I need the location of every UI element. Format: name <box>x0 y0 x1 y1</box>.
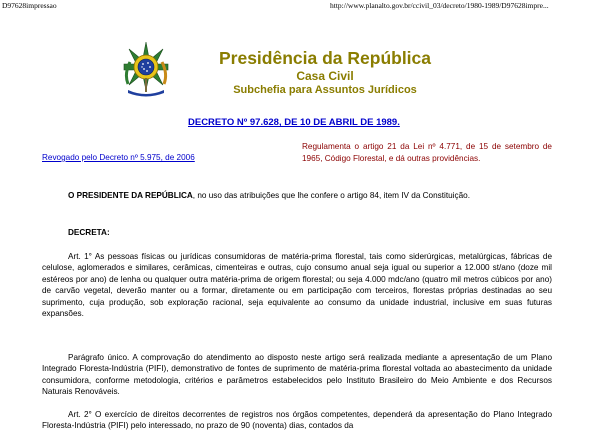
page-subtitle: Casa Civil <box>296 69 354 83</box>
page-title: Presidência da República <box>218 48 432 68</box>
coat-of-arms-icon <box>120 40 172 98</box>
decreta-heading: DECRETA: <box>68 228 110 237</box>
print-header-url: http://www.planalto.gov.br/ccivil_03/decreto/1980-1989/D97628impre... <box>330 1 549 10</box>
print-header <box>0 0 595 12</box>
print-header-doc-name: D97628impressao <box>2 1 57 10</box>
president-rest: , no uso das atribuições que lhe confere o artigo 84, item IV da Constituição. <box>192 191 470 200</box>
revoked-by-link[interactable]: Revogado pelo Decreto nº 5.975, de 2006 <box>42 153 195 162</box>
decree-title-link[interactable]: DECRETO Nº 97.628, DE 10 DE ABRIL DE 1989. <box>188 117 400 128</box>
page-subsubtitle: Subchefia para Assuntos Jurídicos <box>233 84 417 96</box>
ementa-text: Regulamenta o artigo 21 da Lei nº 4.771, de 15 de setembro de 1965, Código Florestal, e dá outras providências. <box>302 142 552 163</box>
paragrafo-unico: Parágrafo único. A comprovação do atendimento ao disposto neste artigo será realizada mediante a apresentação de um Plano Integrado Floresta-Indústria (PIFI), demonstrativo de fontes de suprimento de matéria-prima florestal voltada ao abastecimento da unidade consumidora, conforme metodologia, critérios e parâmetros estabelecidos pelo Instituto Brasileiro do Meio Ambiente e dos Recursos Naturais Renováveis. <box>42 353 552 397</box>
article-1: Art. 1° As pessoas físicas ou jurídicas consumidoras de matéria-prima florestal, tais como siderúrgicas, metalúrgicas, fábricas de celulose, aglomerados e similares, cerâmicas, cimenteiras e outras, cujo consumo anual seja igual ou superior a 12.000 st/ano (doze mil estéreos por ano) de lenha ou qualquer outra matéria-prima de origem florestal; ou seja 4.000 mdc/ano (quatro mil metros cúbicos por ano) de carvão vegetal, deverão manter ou a formar, diretamente ou em participação com terceiros, florestas próprias destinadas ao seu suprimento, cuja produção, sob exploração racional, seja equivalente ao consumo da unidade industrial, inclusive em suas futuras expansões. <box>42 252 552 319</box>
header-block <box>185 47 465 97</box>
president-bold: O PRESIDENTE DA REPÚBLICA <box>68 191 193 200</box>
president-paragraph <box>42 190 552 201</box>
article-2: Art. 2° O exercício de direitos decorrentes de registros nos órgãos competentes, dependerá da apresentação do Plano Integrado Floresta-Indústria (PIFI) pelo interessado, no prazo de 90 (noventa) dias, contados da <box>42 410 552 431</box>
